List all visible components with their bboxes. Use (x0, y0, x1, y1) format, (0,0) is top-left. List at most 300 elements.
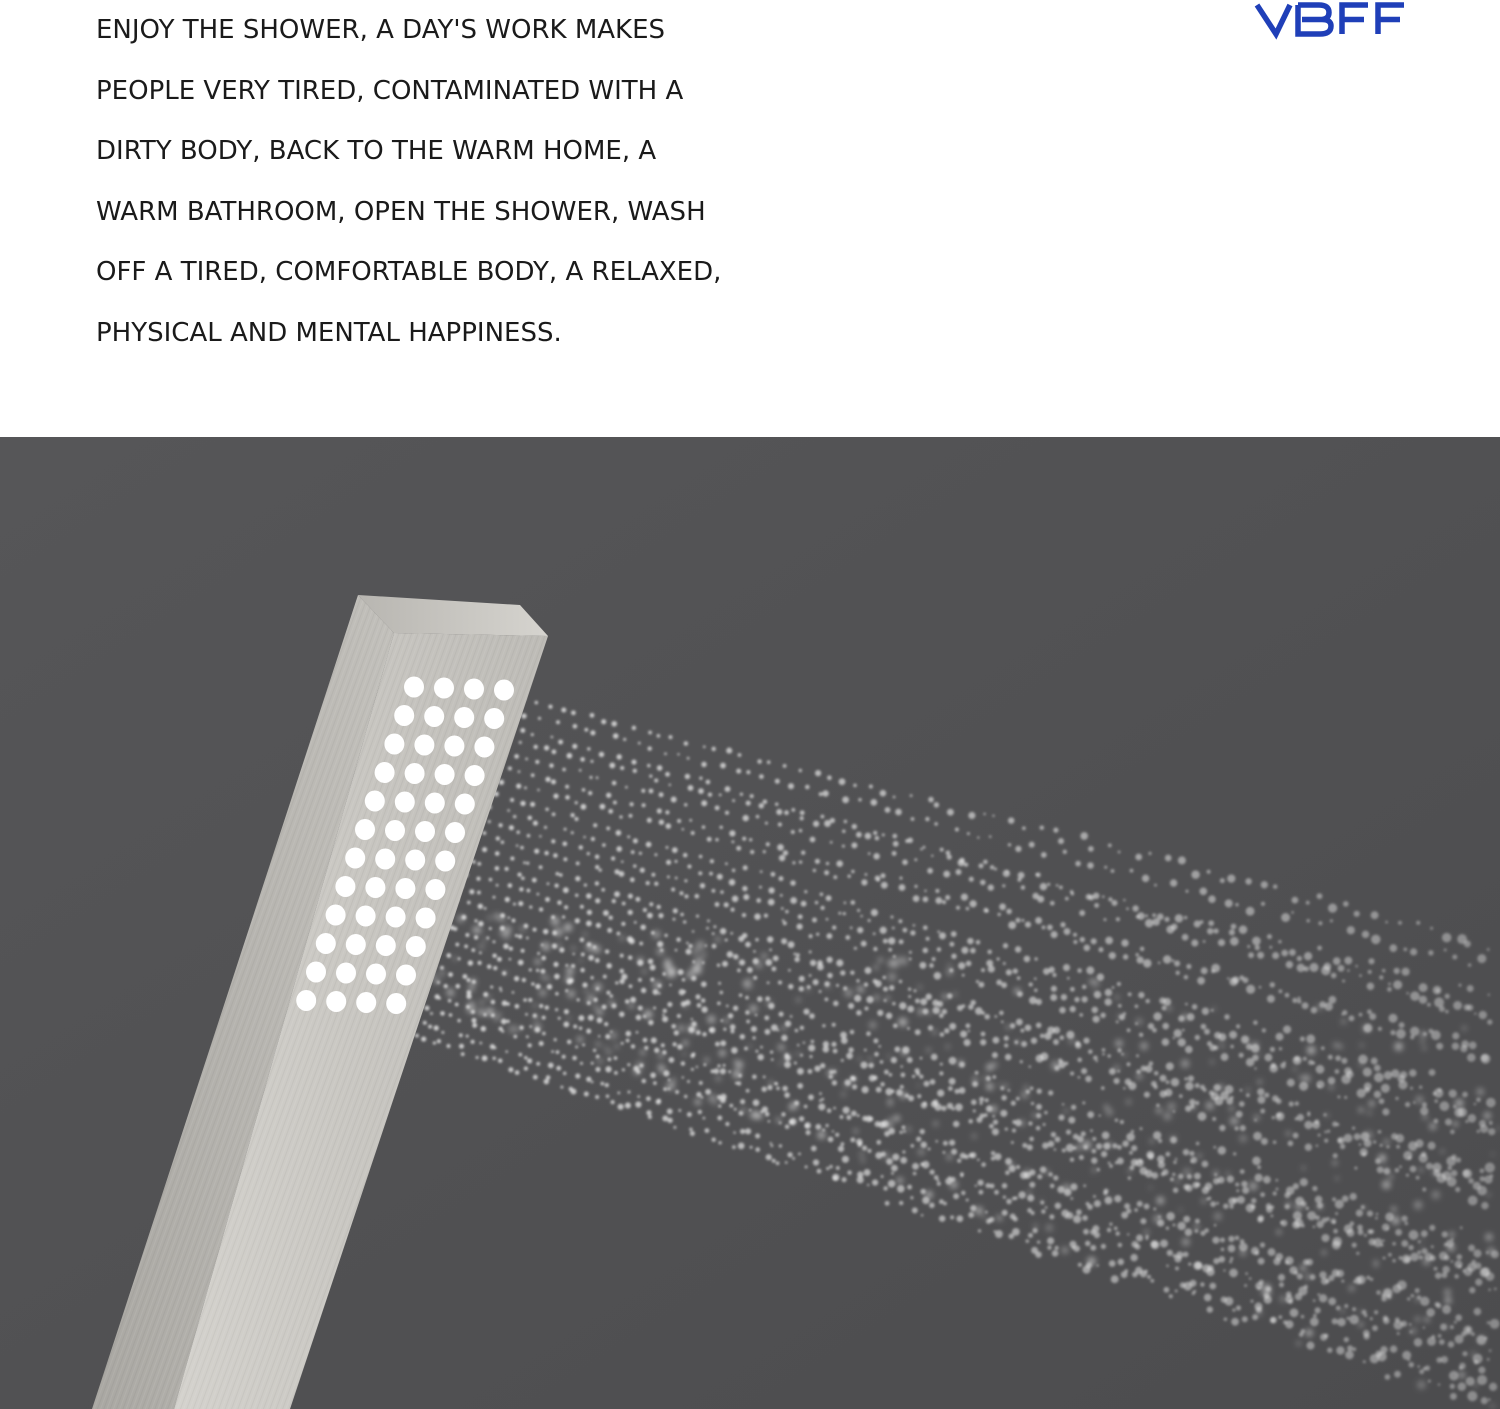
mist-droplet (566, 967, 574, 975)
nozzle (406, 936, 426, 957)
mist-droplet (1005, 1024, 1010, 1029)
mist-droplet (1302, 1074, 1310, 1082)
mist-droplet (933, 1121, 939, 1127)
mist-droplet (1182, 1238, 1190, 1246)
mist-droplet (901, 1049, 907, 1055)
mist-droplet (1260, 1290, 1264, 1294)
mist-droplet (1325, 1114, 1328, 1117)
mist-droplet (533, 1015, 538, 1020)
mist-droplet (1360, 1043, 1363, 1046)
mist-droplet (874, 965, 878, 969)
mist-droplet (761, 953, 766, 958)
mist-droplet (1218, 1085, 1224, 1091)
mist-droplet (567, 1016, 571, 1020)
nozzle (335, 876, 355, 897)
mist-droplet (1296, 1341, 1301, 1346)
mist-droplet (1190, 1104, 1195, 1109)
mist-droplet (755, 961, 763, 969)
mist-droplet (484, 1012, 489, 1017)
nozzle (396, 965, 416, 986)
mist-droplet (898, 1018, 907, 1027)
mist-droplet (1332, 1160, 1337, 1165)
mist-droplet (1258, 1080, 1262, 1084)
mist-droplet (1277, 1230, 1282, 1235)
mist-droplet (1483, 1112, 1491, 1120)
nozzle (365, 791, 385, 812)
mist-droplet (857, 986, 864, 993)
mist-droplet (986, 1064, 993, 1071)
mist-droplet (1170, 1135, 1177, 1142)
mist-droplet (567, 990, 575, 998)
description-line: PHYSICAL AND MENTAL HAPPINESS. (96, 317, 562, 348)
mist-droplet (884, 1121, 893, 1130)
mist-droplet (564, 923, 572, 931)
mist-droplet (1488, 1248, 1495, 1255)
mist-droplet (1333, 1042, 1339, 1048)
mist-droplet (1093, 989, 1097, 993)
mist-droplet (542, 943, 550, 951)
mist-droplet (900, 1092, 907, 1099)
mist-droplet (741, 1108, 746, 1113)
mist-droplet (766, 1000, 772, 1006)
mist-droplet (1471, 1352, 1476, 1357)
mist-droplet (743, 980, 748, 985)
mist-droplet (1295, 1202, 1303, 1210)
mist-droplet (1444, 1288, 1451, 1295)
mist-droplet (1328, 1084, 1334, 1090)
nozzle (414, 735, 434, 756)
mist-droplet (1414, 1201, 1423, 1210)
nozzle (464, 679, 484, 700)
mist-droplet (1140, 1042, 1148, 1050)
mist-droplet (724, 1018, 729, 1023)
mist-droplet (1051, 1061, 1060, 1070)
mist-droplet (704, 1058, 709, 1063)
mist-droplet (1176, 1179, 1180, 1183)
mist-droplet (584, 989, 588, 993)
mist-droplet (1423, 1258, 1430, 1265)
mist-droplet (998, 1083, 1002, 1087)
mist-droplet (1485, 1233, 1493, 1241)
mist-droplet (1300, 1265, 1306, 1271)
mist-droplet (596, 1042, 600, 1046)
mist-droplet (1062, 1247, 1069, 1254)
nozzle (484, 708, 504, 729)
mist-droplet (1391, 1216, 1399, 1224)
mist-droplet (1383, 1167, 1389, 1173)
nozzle (376, 935, 396, 956)
mist-droplet (519, 925, 526, 932)
mist-droplet (1210, 1059, 1215, 1064)
mist-droplet (1033, 1113, 1037, 1117)
mist-droplet (607, 1050, 611, 1054)
nozzle (296, 990, 316, 1011)
mist-droplet (494, 1015, 499, 1020)
mist-droplet (1305, 1329, 1313, 1337)
mist-droplet (927, 1011, 931, 1015)
nozzle (445, 822, 465, 843)
mist-droplet (918, 985, 922, 989)
mist-droplet (480, 1001, 484, 1005)
mist-droplet (853, 1129, 858, 1134)
mist-droplet (688, 1024, 697, 1033)
mist-droplet (857, 1057, 861, 1061)
mist-droplet (1455, 1099, 1463, 1107)
product-photo (0, 437, 1500, 1409)
mist-droplet (478, 1009, 485, 1016)
mist-droplet (1214, 1212, 1222, 1220)
mist-droplet (596, 1009, 603, 1016)
mist-droplet (874, 995, 880, 1001)
description-line: OFF A TIRED, COMFORTABLE BODY, A RELAXED, (96, 257, 722, 287)
nozzle (356, 992, 376, 1013)
nozzle (404, 677, 424, 698)
nozzle (435, 764, 455, 785)
mist-droplet (1021, 1091, 1028, 1098)
mist-droplet (1239, 1135, 1247, 1143)
mist-droplet (1062, 1184, 1071, 1193)
mist-droplet (470, 978, 477, 985)
mist-droplet (1421, 1246, 1424, 1249)
mist-droplet (658, 1064, 664, 1070)
mist-droplet (925, 1191, 933, 1199)
mist-droplet (1252, 1042, 1259, 1049)
mist-droplet (932, 1030, 936, 1034)
mist-droplet (882, 1152, 890, 1160)
mist-droplet (1286, 1202, 1291, 1207)
mist-droplet (594, 983, 602, 991)
mist-droplet (719, 1050, 726, 1057)
mist-droplet (517, 1027, 520, 1030)
mist-droplet (796, 998, 800, 1002)
nozzle (306, 962, 326, 983)
mist-droplet (1115, 995, 1119, 999)
mist-droplet (918, 1009, 924, 1015)
mist-droplet (485, 994, 491, 1000)
mist-droplet (1201, 1199, 1206, 1204)
mist-droplet (682, 1040, 688, 1046)
nozzle (405, 850, 425, 871)
mist-droplet (784, 1054, 791, 1061)
nozzle (395, 792, 415, 813)
mist-droplet (1115, 1040, 1123, 1048)
mist-droplet (579, 959, 583, 963)
mist-droplet (1024, 1169, 1031, 1176)
mist-droplet (1476, 1088, 1484, 1096)
mist-droplet (554, 928, 562, 936)
mist-droplet (1394, 1042, 1402, 1050)
nozzle (375, 762, 395, 783)
mist-droplet (1359, 1061, 1365, 1067)
nozzle (415, 821, 435, 842)
mist-droplet (1254, 1115, 1259, 1120)
nozzle (384, 734, 404, 755)
mist-droplet (1445, 1297, 1452, 1304)
nozzle (366, 964, 386, 985)
shower-head-image (0, 437, 1500, 1409)
mist-droplet (769, 1081, 773, 1085)
mist-droplet (572, 947, 576, 951)
description-line: DIRTY BODY, BACK TO THE WARM HOME, A (96, 136, 657, 166)
mist-droplet (467, 1005, 476, 1014)
nozzle (375, 849, 395, 870)
mist-droplet (806, 987, 810, 991)
mist-droplet (1040, 1199, 1043, 1202)
nozzle (425, 879, 445, 900)
nozzle (424, 706, 444, 727)
mist-droplet (1440, 1149, 1444, 1153)
nozzle (395, 878, 415, 899)
mist-droplet (1410, 1328, 1416, 1334)
mist-droplet (1421, 1040, 1424, 1043)
mist-droplet (1341, 1309, 1345, 1313)
mist-droplet (500, 929, 507, 936)
mist-droplet (942, 994, 948, 1000)
mist-droplet (953, 992, 957, 996)
mist-droplet (1363, 1025, 1370, 1032)
mist-droplet (1490, 1404, 1495, 1409)
mist-droplet (539, 989, 546, 996)
mist-droplet (1044, 1169, 1049, 1174)
mist-droplet (1256, 1309, 1262, 1315)
mist-droplet (683, 1003, 689, 1009)
nozzle (355, 819, 375, 840)
nozzle (386, 993, 406, 1014)
mist-droplet (565, 976, 572, 983)
mist-droplet (776, 1118, 781, 1123)
mist-droplet (926, 1048, 931, 1053)
mist-droplet (975, 1206, 984, 1215)
mist-droplet (1123, 1053, 1127, 1057)
mist-droplet (885, 996, 889, 1000)
mist-droplet (1419, 1167, 1424, 1172)
mist-droplet (1422, 1114, 1427, 1119)
nozzle (394, 705, 414, 726)
mist-droplet (687, 971, 695, 979)
nozzle (336, 963, 356, 984)
mist-droplet (958, 1060, 964, 1066)
nozzle (455, 794, 475, 815)
mist-droplet (468, 986, 474, 992)
mist-droplet (1082, 1140, 1091, 1149)
description-line: ENJOY THE SHOWER, A DAY'S WORK MAKES (96, 15, 666, 45)
mist-droplet (735, 1061, 743, 1069)
mist-droplet (755, 1112, 762, 1119)
mist-droplet (670, 967, 677, 974)
mist-droplet (619, 935, 625, 941)
mist-droplet (1367, 1110, 1372, 1115)
mist-droplet (982, 1215, 987, 1220)
mist-droplet (1349, 1285, 1355, 1291)
mist-droplet (1106, 1142, 1111, 1147)
nozzle (435, 851, 455, 872)
mist-droplet (1307, 1046, 1316, 1055)
mist-droplet (1305, 1274, 1310, 1279)
mist-droplet (1194, 1224, 1199, 1229)
mist-droplet (1181, 1059, 1190, 1068)
mist-droplet (439, 970, 446, 977)
mist-droplet (483, 938, 486, 941)
nozzle (425, 793, 445, 814)
mist-droplet (945, 1044, 950, 1049)
mist-droplet (1179, 1208, 1182, 1211)
mist-droplet (1474, 1383, 1478, 1387)
mist-droplet (593, 1004, 598, 1009)
mist-droplet (1411, 1149, 1415, 1153)
nozzle (356, 906, 376, 927)
mist-droplet (1045, 1224, 1053, 1232)
mist-droplet (782, 1026, 786, 1030)
mist-droplet (986, 1083, 993, 1090)
mist-droplet (636, 1061, 644, 1069)
mist-droplet (604, 1046, 608, 1050)
mist-droplet (844, 989, 852, 997)
mist-droplet (1358, 1107, 1363, 1112)
mist-droplet (1167, 1006, 1172, 1011)
mist-droplet (479, 944, 485, 950)
mist-droplet (897, 1177, 903, 1183)
mist-droplet (609, 1031, 617, 1039)
description-line: WARM BATHROOM, OPEN THE SHOWER, WASH (96, 196, 706, 227)
mist-droplet (1157, 1197, 1165, 1205)
mist-droplet (556, 943, 561, 948)
mist-droplet (1206, 1102, 1214, 1110)
mist-droplet (1421, 1032, 1426, 1037)
mist-droplet (658, 1052, 665, 1059)
mist-droplet (1364, 1131, 1373, 1140)
mist-droplet (453, 957, 457, 961)
mist-droplet (887, 1055, 890, 1058)
mist-droplet (841, 1092, 846, 1097)
mist-droplet (1264, 1290, 1271, 1297)
mist-droplet (1429, 1123, 1436, 1130)
mist-droplet (948, 964, 952, 968)
mist-droplet (1212, 1007, 1216, 1011)
mist-droplet (869, 1057, 873, 1061)
mist-droplet (1226, 1172, 1229, 1175)
nozzle (465, 765, 485, 786)
mist-droplet (1462, 1026, 1466, 1030)
mist-droplet (1322, 1251, 1326, 1255)
mist-droplet (1153, 1215, 1162, 1224)
mist-droplet (894, 964, 898, 968)
mist-droplet (508, 1025, 517, 1034)
mist-droplet (1024, 1086, 1028, 1090)
nozzle (386, 907, 406, 928)
mist-droplet (1218, 1036, 1223, 1041)
mist-droplet (1453, 1121, 1458, 1126)
mist-droplet (946, 969, 953, 976)
mist-droplet (918, 1148, 925, 1155)
mist-droplet (487, 915, 492, 920)
mist-droplet (534, 1023, 542, 1031)
mist-droplet (657, 948, 664, 955)
mist-droplet (1092, 1168, 1096, 1172)
mist-droplet (1316, 1203, 1323, 1210)
mist-droplet (1128, 1169, 1131, 1172)
mist-droplet (1421, 1236, 1424, 1239)
mist-droplet (797, 1052, 800, 1055)
mist-droplet (894, 1115, 900, 1121)
mist-droplet (1229, 1106, 1233, 1110)
mist-droplet (825, 983, 830, 988)
nozzle (405, 763, 425, 784)
mist-droplet (1118, 1015, 1122, 1019)
mist-droplet (827, 1070, 834, 1077)
mist-droplet (972, 1080, 977, 1085)
mist-droplet (1384, 1290, 1392, 1298)
mist-droplet (950, 1181, 958, 1189)
mist-droplet (1449, 1232, 1454, 1237)
nozzle (434, 678, 454, 699)
mist-droplet (859, 1151, 865, 1157)
mist-droplet (1163, 1112, 1171, 1120)
mist-droplet (851, 1076, 857, 1082)
mist-droplet (633, 1068, 640, 1075)
mist-droplet (498, 1012, 502, 1016)
mist-droplet (1034, 1224, 1038, 1228)
mist-droplet (1497, 1127, 1500, 1131)
mist-droplet (1491, 1153, 1494, 1156)
mist-droplet (1257, 1053, 1260, 1056)
mist-droplet (1089, 979, 1094, 984)
product-description (96, 0, 816, 363)
mist-droplet (790, 1119, 796, 1125)
mist-droplet (532, 1003, 537, 1008)
mist-droplet (889, 1117, 892, 1120)
mist-droplet (1391, 1207, 1396, 1212)
mist-droplet (1382, 1180, 1391, 1189)
nozzle (474, 737, 494, 758)
mist-droplet (708, 1094, 717, 1103)
nozzle (494, 680, 514, 701)
mist-droplet (457, 915, 465, 923)
mist-droplet (779, 1061, 783, 1065)
mist-droplet (614, 1044, 619, 1049)
mist-droplet (1182, 1014, 1188, 1020)
nozzle (454, 707, 474, 728)
mist-droplet (1378, 1154, 1386, 1162)
mist-droplet (1156, 1107, 1162, 1113)
mist-droplet (1389, 1174, 1393, 1178)
mist-droplet (1144, 1229, 1149, 1234)
mist-droplet (990, 1106, 997, 1113)
mist-droplet (434, 978, 440, 984)
mist-droplet (1240, 1250, 1246, 1256)
mist-droplet (682, 1052, 686, 1056)
mist-droplet (861, 1159, 865, 1163)
mist-droplet (715, 937, 721, 943)
mist-droplet (789, 1105, 793, 1109)
mist-droplet (551, 917, 560, 926)
mist-droplet (693, 966, 702, 975)
mist-droplet (545, 976, 550, 981)
mist-droplet (577, 1036, 583, 1042)
mist-droplet (1286, 1131, 1290, 1135)
mist-droplet (541, 974, 546, 979)
mist-droplet (1014, 988, 1020, 994)
mist-droplet (1075, 1144, 1082, 1151)
description-line: PEOPLE VERY TIRED, CONTAMINATED WITH A (96, 75, 684, 106)
mist-droplet (583, 932, 588, 937)
mist-droplet (447, 990, 454, 997)
mist-droplet (1106, 1109, 1113, 1116)
mist-droplet (642, 969, 646, 973)
mist-droplet (1220, 1044, 1223, 1047)
mist-droplet (1358, 1322, 1363, 1327)
mist-droplet (733, 1070, 742, 1079)
mist-droplet (695, 1099, 701, 1105)
